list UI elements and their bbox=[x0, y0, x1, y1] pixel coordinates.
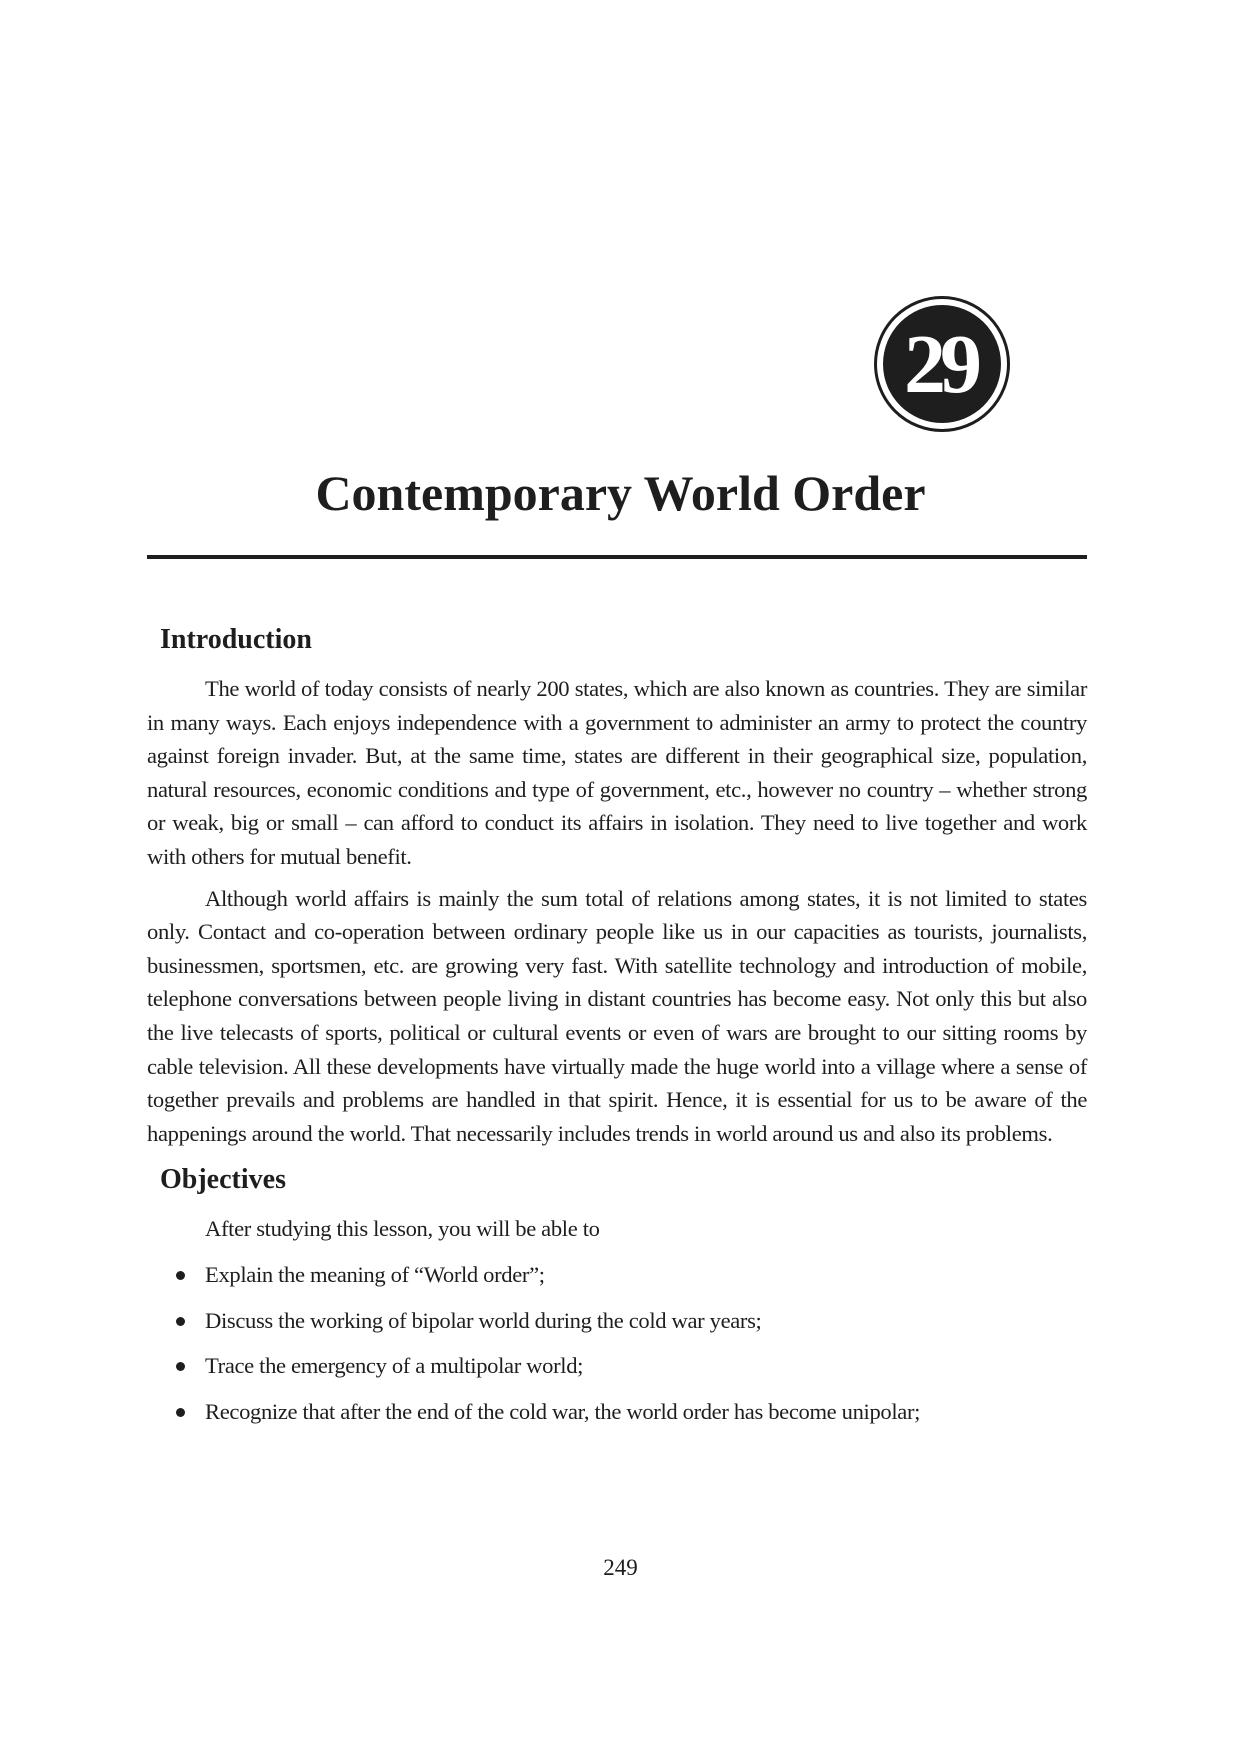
objectives-list bbox=[147, 1258, 1087, 1428]
bullet-icon bbox=[176, 1408, 185, 1417]
title-divider bbox=[147, 555, 1087, 559]
chapter-number-badge bbox=[874, 296, 1010, 432]
chapter-number: 29 bbox=[904, 318, 976, 411]
objective-text: Discuss the working of bipolar world during the cold war years; bbox=[205, 1307, 762, 1333]
page-number: 249 bbox=[603, 1555, 638, 1580]
objective-item bbox=[147, 1258, 1087, 1292]
introduction-paragraph-2: Although world affairs is mainly the sum total of relations among states, it is not limited to states only. Contact and co-operation between ordinary people like us in our capacities as tourists, journalists, businessmen, sportsmen, etc. are growing very fast. With satellite technology and introduction of mobile, telephone conversations between people living in distant countries has become easy. Not only this but also the live telecasts of sports, political or cultural events or even of wars are brought to our sitting rooms by cable television. All these developments have virtually made the huge world into a village where a sense of together prevails and problems are handled in that spirit. Hence, it is essential for us to be aware of the happenings around the world. That necessarily includes trends in world around us and also its problems. bbox=[147, 885, 1087, 1146]
objective-item bbox=[147, 1349, 1087, 1383]
introduction-heading: Introduction bbox=[160, 624, 312, 655]
bullet-icon bbox=[176, 1362, 185, 1371]
objective-text: Explain the meaning of “World order”; bbox=[205, 1261, 545, 1287]
bullet-icon bbox=[176, 1317, 185, 1326]
chapter-number-badge-fill bbox=[883, 305, 1001, 423]
introduction-paragraph-1: The world of today consists of nearly 200 states, which are also known as countries. They are similar in many ways. Each enjoys independence with a government to administer an army to protect the country against foreign invader. But, at the same time, states are different in their geographical size, population, natural resources, economic conditions and type of government, etc., however no country – whether strong or weak, big or small – can afford to conduct its affairs in isolation. They need to live together and work with others for mutual benefit. bbox=[147, 676, 1087, 869]
objectives-lead: After studying this lesson, you will be able to bbox=[205, 1216, 600, 1242]
objective-item bbox=[147, 1395, 1087, 1429]
chapter-title: Contemporary World Order bbox=[315, 465, 926, 521]
objectives-heading: Objectives bbox=[160, 1164, 286, 1196]
bullet-icon bbox=[176, 1271, 185, 1280]
objective-text: Trace the emergency of a multipolar world; bbox=[205, 1353, 584, 1379]
objective-text: Recognize that after the end of the cold war, the world order has become unipolar; bbox=[205, 1398, 921, 1424]
objective-item bbox=[147, 1304, 1087, 1338]
page-content bbox=[147, 620, 1087, 1440]
